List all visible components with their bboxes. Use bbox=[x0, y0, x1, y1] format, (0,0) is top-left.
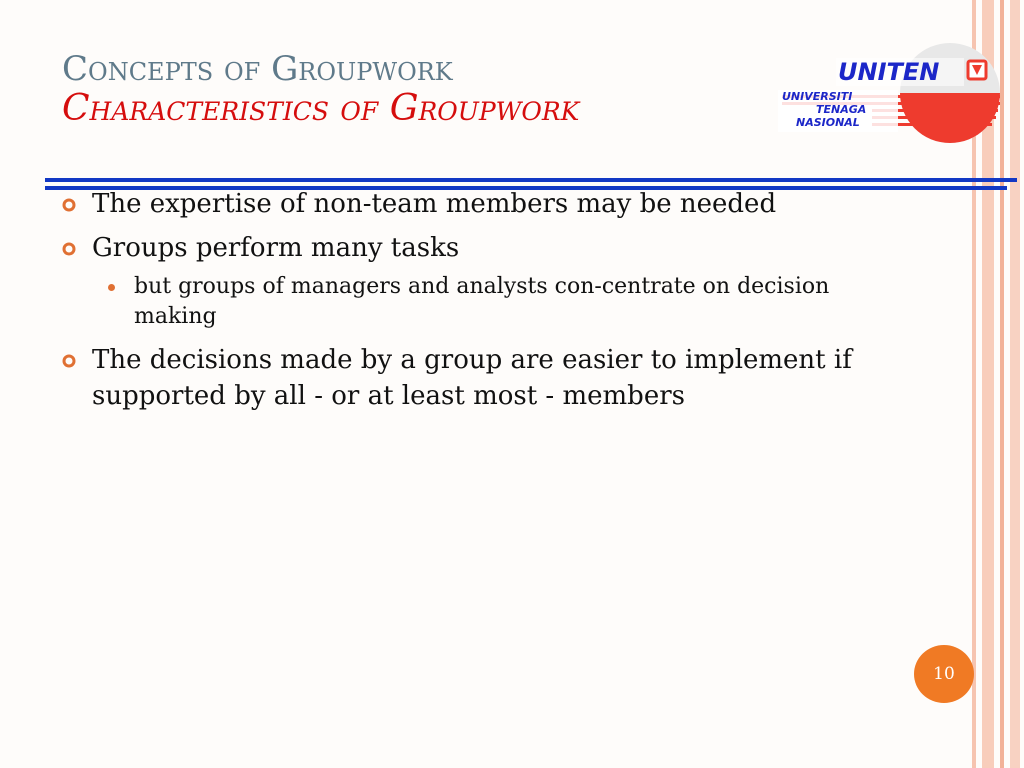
list-item bbox=[62, 186, 912, 222]
bullet-list bbox=[62, 186, 912, 422]
list-item-text: The expertise of non-team members may be needed bbox=[92, 189, 777, 219]
logo-line-tenaga: TENAGA bbox=[816, 103, 867, 116]
page-number: 10 bbox=[933, 664, 955, 684]
title-divider-rule bbox=[45, 178, 1017, 182]
title-subtitle: Characteristics of Groupwork bbox=[62, 88, 580, 129]
list-item bbox=[62, 230, 912, 266]
ring-bullet-icon bbox=[62, 242, 76, 256]
dot-bullet-icon bbox=[108, 284, 115, 291]
ring-bullet-icon bbox=[62, 354, 76, 368]
page-number-badge bbox=[914, 645, 974, 703]
logo-line-nasional: NASIONAL bbox=[796, 116, 860, 129]
list-item-text: The decisions made by a group are easier to implement if supported by all - or at least most - members bbox=[92, 345, 852, 411]
list-item-text: Groups perform many tasks bbox=[92, 233, 460, 263]
uniten-logo bbox=[776, 40, 1002, 146]
logo-brand-text: UNITEN bbox=[838, 58, 940, 86]
title-main: Concepts of Groupwork bbox=[62, 49, 453, 89]
ring-bullet-icon bbox=[62, 198, 76, 212]
slide-title bbox=[62, 50, 822, 130]
logo-line-universiti: UNIVERSITI bbox=[782, 90, 853, 103]
sub-list-item-text: but groups of managers and analysts con-centrate on decision making bbox=[134, 274, 830, 329]
stripe bbox=[1010, 0, 1020, 768]
sub-list-item bbox=[62, 272, 912, 332]
uniten-emblem-icon bbox=[968, 61, 986, 79]
list-item bbox=[62, 342, 912, 414]
